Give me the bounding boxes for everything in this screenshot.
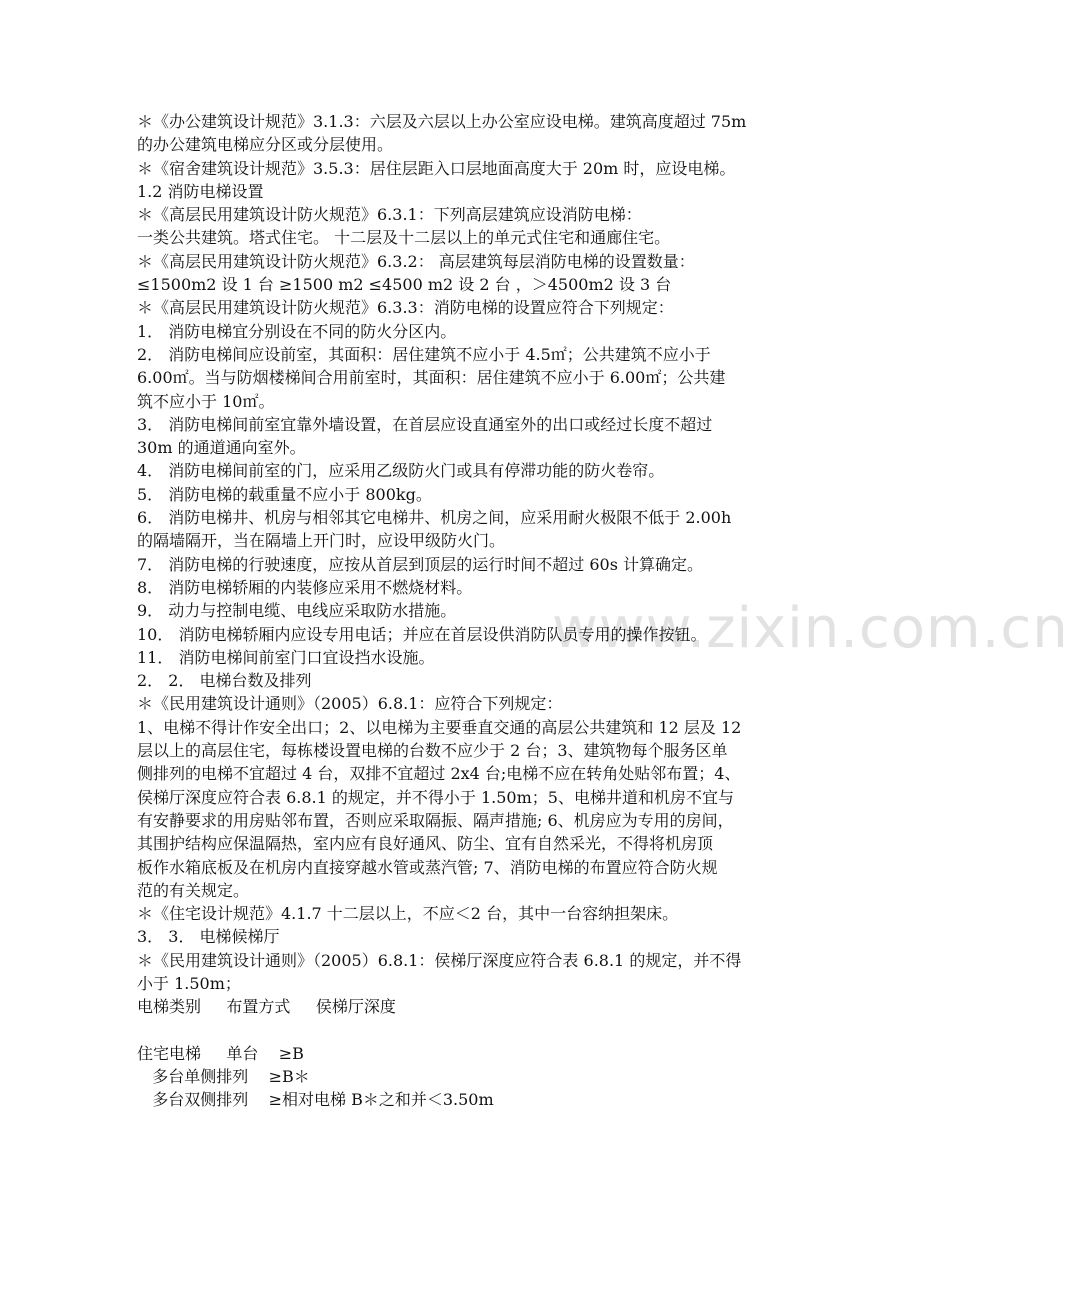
document-body: [137, 110, 817, 1112]
text-line: 一类公共建筑。塔式住宅。 十二层及十二层以上的单元式住宅和通廊住宅。: [137, 228, 671, 248]
text-line: ＊《住宅设计规范》4.1.7 十二层以上，不应＜2 台，其中一台容纳担架床。: [137, 904, 679, 924]
text-line: ＊《民用建筑设计通则》（2005）6.8.1：应符合下列规定：: [137, 694, 563, 714]
list-item: 3． 消防电梯间前室宜靠外墙设置，在首层应设直通室外的出口或经过长度不超过: [137, 414, 713, 434]
section-heading: 2． 2． 电梯台数及排列: [137, 671, 312, 691]
list-item: 1． 消防电梯宜分别设在不同的防火分区内。: [137, 321, 457, 341]
section-heading: 3． 3． 电梯候梯厅: [137, 927, 280, 947]
text-line: 范的有关规定。: [137, 880, 250, 900]
text-line: 1、电梯不得计作安全出口；2、以电梯为主要垂直交通的高层公共建筑和 12 层及 12: [137, 717, 742, 737]
text-line: 6.00㎡。当与防烟楼梯间合用前室时，其面积：居住建筑不应小于 6.00㎡；公共建: [137, 368, 726, 388]
text-line: 板作水箱底板及在机房内直接穿越水管或蒸汽管; 7、消防电梯的布置应符合防火规: [137, 857, 718, 877]
text-line: ≤1500m2 设 1 台 ≥1500 m2 ≤4500 m2 设 2 台 ，＞4500m2 设 3 台: [137, 275, 672, 295]
list-item: 6． 消防电梯井、机房与相邻其它电梯井、机房之间，应采用耐火极限不低于 2.00h: [137, 508, 732, 528]
lobby-depth-table: [137, 995, 817, 1111]
text-line: ＊《宿舍建筑设计规范》3.5.3：居住层距入口层地面高度大于 20m 时，应设电梯。: [137, 158, 736, 178]
table-row: 多台双侧排列 ≥相对电梯 B＊之和并＜3.50m: [137, 1090, 494, 1110]
text-line: 有安静要求的用房贴邻布置，否则应采取隔振、隔声措施; 6、机房应为专用的房间，: [137, 810, 734, 830]
text-line: ＊《高层民用建筑设计防火规范》6.3.2： 高层建筑每层消防电梯的设置数量：: [137, 251, 695, 271]
list-item: 11． 消防电梯间前室门口宜设挡水设施。: [137, 647, 435, 667]
list-item: 5． 消防电梯的载重量不应小于 800kg。: [137, 484, 432, 504]
table-row: 多台单侧排列 ≥B＊: [137, 1067, 310, 1087]
blank-line: [137, 1019, 817, 1042]
text-line: 的隔墙隔开，当在隔墙上开门时，应设甲级防火门。: [137, 531, 506, 551]
section-heading: 1.2 消防电梯设置: [137, 181, 264, 201]
text-line: ＊《民用建筑设计通则》（2005）6.8.1：侯梯厅深度应符合表 6.8.1 的规定，并不得: [137, 950, 742, 970]
list-item: 4． 消防电梯间前室的门，应采用乙级防火门或具有停滞功能的防火卷帘。: [137, 461, 665, 481]
list-item: 9． 动力与控制电缆、电线应采取防水措施。: [137, 601, 457, 621]
list-item: 7． 消防电梯的行驶速度，应按从首层到顶层的运行时间不超过 60s 计算确定。: [137, 554, 704, 574]
list-item: 2． 消防电梯间应设前室，其面积：居住建筑不应小于 4.5㎡；公共建筑不应小于: [137, 344, 711, 364]
text-line: 筑不应小于 10㎡。: [137, 391, 275, 411]
text-line: 侧排列的电梯不宜超过 4 台，双排不宜超过 2x4 台;电梯不应在转角处贴邻布置；4、: [137, 764, 741, 784]
text-line: 30m 的通道通向室外。: [137, 438, 306, 458]
text-line: ＊《办公建筑设计规范》3.1.3：六层及六层以上办公室应设电梯。建筑高度超过 75m: [137, 112, 747, 131]
watermark: www.zixin.com.cn: [552, 596, 1069, 661]
table-header: 电梯类别 布置方式 侯梯厅深度: [137, 997, 396, 1017]
list-item: 10． 消防电梯轿厢内应设专用电话；并应在首层设供消防队员专用的操作按钮。: [137, 624, 707, 644]
text-line: 小于 1.50m；: [137, 973, 241, 993]
text-line: 的办公建筑电梯应分区或分层使用。: [137, 135, 394, 155]
table-row: 住宅电梯 单台 ≥B: [137, 1043, 304, 1063]
text-line: ＊《高层民用建筑设计防火规范》6.3.1：下列高层建筑应设消防电梯：: [137, 205, 642, 225]
list-item: 8． 消防电梯轿厢的内装修应采用不燃烧材料。: [137, 577, 473, 597]
text-line: 侯梯厅深度应符合表 6.8.1 的规定，并不得小于 1.50m；5、电梯井道和机房不宜与: [137, 787, 734, 807]
text-line: 其围护结构应保温隔热，室内应有良好通风、防尘、宜有自然采光，不得将机房顶: [137, 834, 714, 854]
text-line: 层以上的高层住宅，每栋楼设置电梯的台数不应少于 2 台；3、建筑物每个服务区单: [137, 741, 728, 761]
text-line: ＊《高层民用建筑设计防火规范》6.3.3：消防电梯的设置应符合下列规定：: [137, 298, 674, 318]
